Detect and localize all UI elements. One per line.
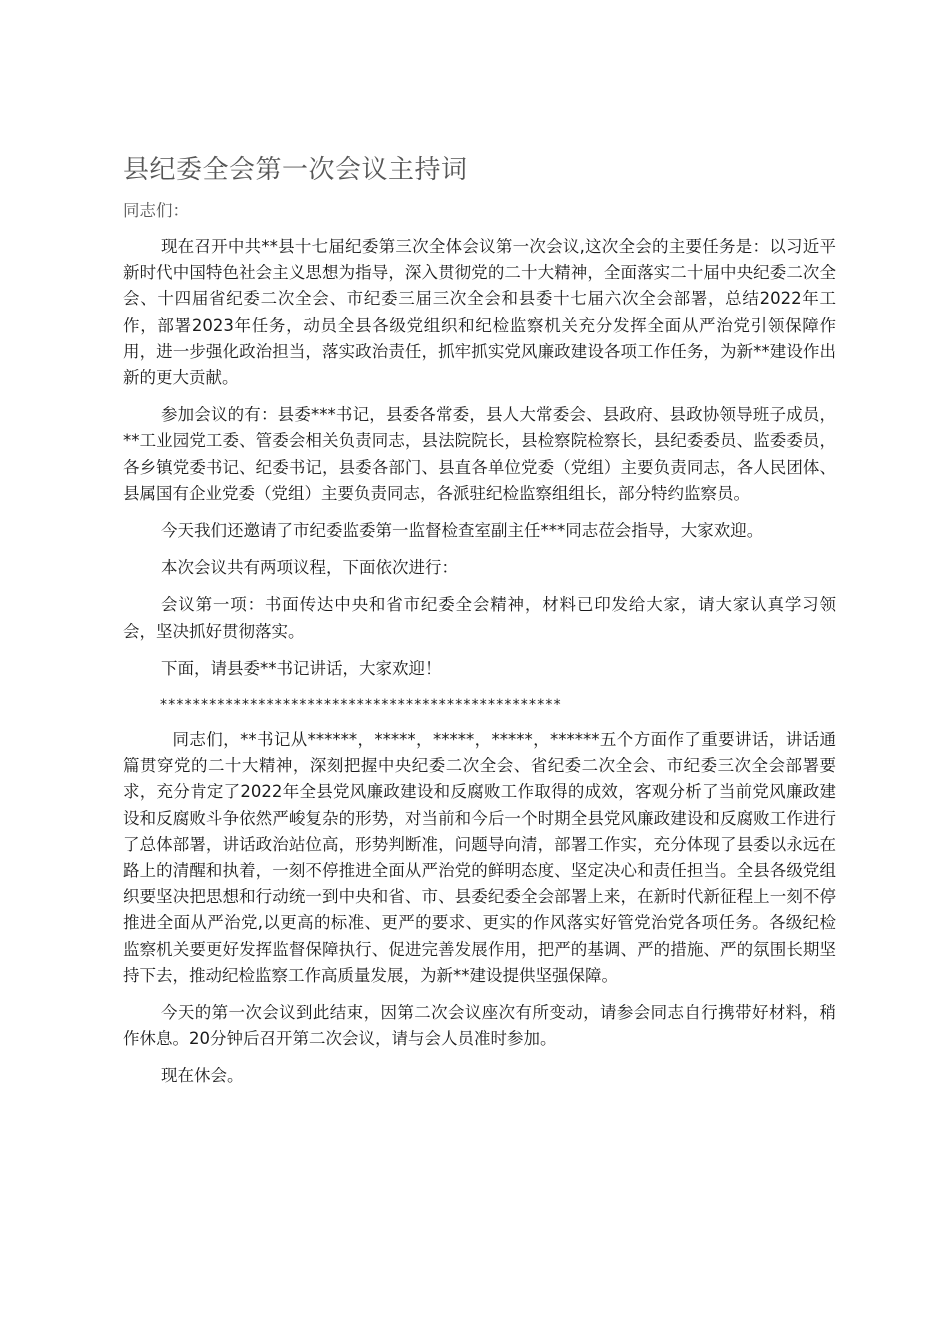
paragraph-agenda-intro: 本次会议共有两项议程，下面依次进行： (160, 558, 458, 578)
paragraph-meeting-purpose: 现在召开中共**县十七届纪委第三次全体会议第一次会议,这次全会的主要任务是：以习近平新时代中国特色社会主义思想为指导，深入贯彻党的二十大精神，全面落实二十届中央纪委二次全会、十四届省纪委二次全会、市纪委三届三次全会和县委十七届六次全会部署，总结2022年工作，部署2023年任务，动员全县各级党组织和纪检监察机关充分发挥全面从严治党引领保障作用，进一步强化政治担当，落实政治责任，抓牢抓实党风廉政建设各项工作任务，为新**建设作出新的更大贡献。 (123, 237, 836, 388)
paragraph-speech-invite: 下面，请县委**书记讲话，大家欢迎！ (160, 658, 442, 678)
paragraph-guest-welcome: 今天我们还邀请了市纪委监委第一监督检查室副主任***同志莅会指导，大家欢迎。 (160, 521, 764, 541)
paragraph-speech-summary: 同志们，**书记从******，*****，*****，*****，******五个方面作了重要讲话，讲话通篇贯穿党的二十大精神，深刻把握中央纪委二次全会、省纪委二次全会、市纪委三次全会部署要求，充分肯定了2022年全县党风廉政建设和反腐败工作取得的成效，客观分析了当前党风廉政建设和反腐败斗争依然严峻复杂的形势，对当前和今后一个时期全县党风廉政建设和反腐败工作进行了总体部署，讲话政治站位高，形势判断准，问题导向清，部署工作实，充分体现了县委以永远在路上的清醒和执着，一刻不停推进全面从严治党的鲜明态度、坚定决心和责任担当。全县各级党组织要坚决把思想和行动统一到中央和省、市、县委纪委全会部署上来，在新时代新征程上一刻不停推进全面从严治党,以更高的标准、更严的要求、更实的作风落实好管党治党各项任务。各级纪检监察机关要更好发挥监督保障执行、促进完善发展作用，把严的基调、严的措施、严的氛围长期坚持下去，推动纪检监察工作高质量发展，为新**建设提供坚强保障。 (123, 730, 836, 985)
paragraph-attendees: 参加会议的有：县委***书记，县委各常委，县人大常委会、县政府、县政协领导班子成员，**工业园党工委、管委会相关负责同志，县法院院长，县检察院检察长，县纪委委员、监委委员，各乡镇党委书记、纪委书记，县委各部门、县直各单位党委（党组）主要负责同志，各人民团体、县属国有企业党委（党组）主要负责同志，各派驻纪检监察组组长，部分特约监察员。 (123, 405, 836, 503)
paragraph-meeting-end: 今天的第一次会议到此结束，因第二次会议座次有所变动，请参会同志自行携带好材料，稍作休息。20分钟后召开第二次会议，请与会人员准时参加。 (123, 1003, 836, 1049)
document-title: 县纪委全会第一次会议主持词 (123, 155, 468, 185)
salutation: 同志们： (123, 201, 189, 220)
separator-line: ************************************************* (160, 697, 562, 714)
paragraph-agenda-item-one: 会议第一项：书面传达中央和省市纪委全会精神，材料已印发给大家，请大家认真学习领会，坚决抓好贯彻落实。 (123, 595, 836, 641)
paragraph-adjourn: 现在休会。 (160, 1066, 244, 1086)
document-body (123, 150, 836, 1101)
